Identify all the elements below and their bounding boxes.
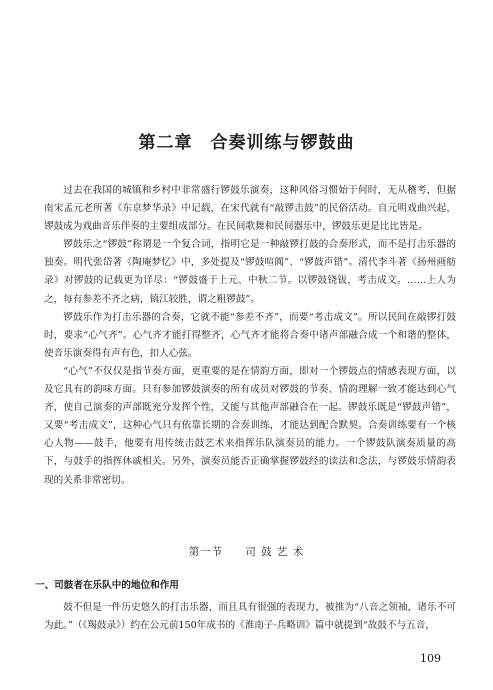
- chapter-name: 合奏训练与锣鼓曲: [210, 133, 355, 153]
- section-title: [0, 544, 493, 559]
- paragraph: 锣鼓乐作为打击乐器的合奏，它就不能“参差不齐”，而要“考击成文”。所以民间在敲锣打鼓时，要求“心气齐”。心气齐才能打得整齐，心气齐才能将合奏中诸声部融合成一个和谐的整体，使音乐演奏得有声有色，扣人心弦。: [44, 311, 456, 359]
- paragraph: “心气”不仅仅是指节奏方面，更重要的是在情韵方面，即对一个锣鼓点的情感表现方面，以及它具有的韵味方面。只有参加锣鼓演奏的所有成员对锣鼓的节奏、情韵理解一致才能达到心气齐，使自己演奏的声部既充分发挥个性，又能与其他声部融合在一起。锣鼓乐既是“锣鼓声错”，又要“考击成文”，这种心气只有依靠长期的合奏训练，才能达到配合默契。合奏训练要有一个核心人物——鼓手，他要有用传统击鼓艺术来指挥乐队演奏员的能力。一个锣鼓队演奏质量的高下，与鼓手的指挥休戚相关。另外，演奏员能否正确掌握锣鼓经的读法和念法，与锣鼓乐情韵表现的关系非常密切。: [44, 365, 456, 486]
- chapter-title: [0, 128, 493, 153]
- paragraph: 锣鼓乐之“锣鼓”称谓是一个复合词，指明它是一种敲锣打鼓的合奏形式，而不是打击乐器的独奏。明代张岱著《陶庵梦忆》中，多处提及“锣鼓喧阗”、“锣鼓声错”。清代李斗著《扬州画舫录》对锣鼓的记载更为详尽：“锣鼓盛于上元、中秋二节。以锣鼓铙钹，考击成文。……上人为之，每有参差不齐之病，镇江较胜，谓之粗锣鼓”。: [44, 239, 456, 305]
- paragraph: 鼓不但是一件历史悠久的打击乐器，而且具有很强的表现力，被推为“八音之领袖，诸乐不可为此。”（《羯鼓录》）约在公元前150年成书的《淮南子·兵略训》篇中就提到“故鼓不与五音，: [44, 602, 456, 632]
- chapter-number: 第二章: [138, 133, 193, 153]
- section-number: 第一节: [188, 546, 224, 558]
- chapter-intro-text: [44, 182, 456, 490]
- subsection-heading: 一、司鼓者在乐队中的地位和作用: [35, 580, 179, 591]
- page-number: 109: [420, 652, 441, 665]
- paragraph: 过去在我国的城镇和乡村中非常盛行锣鼓乐演奏，这种风俗习惯始于何时，无从稽考，但据南宋孟元老所著《东京梦华录》中记载，在宋代就有“敲锣击鼓”的民俗活动。自元明戏曲兴起，锣鼓成为戏曲音乐伴奏的主要组成部分。在民间歌舞和民间器乐中，锣鼓乐更是比比皆是。: [44, 185, 456, 233]
- section-name: 司 鼓 艺 术: [245, 546, 305, 558]
- section-text: [44, 599, 456, 635]
